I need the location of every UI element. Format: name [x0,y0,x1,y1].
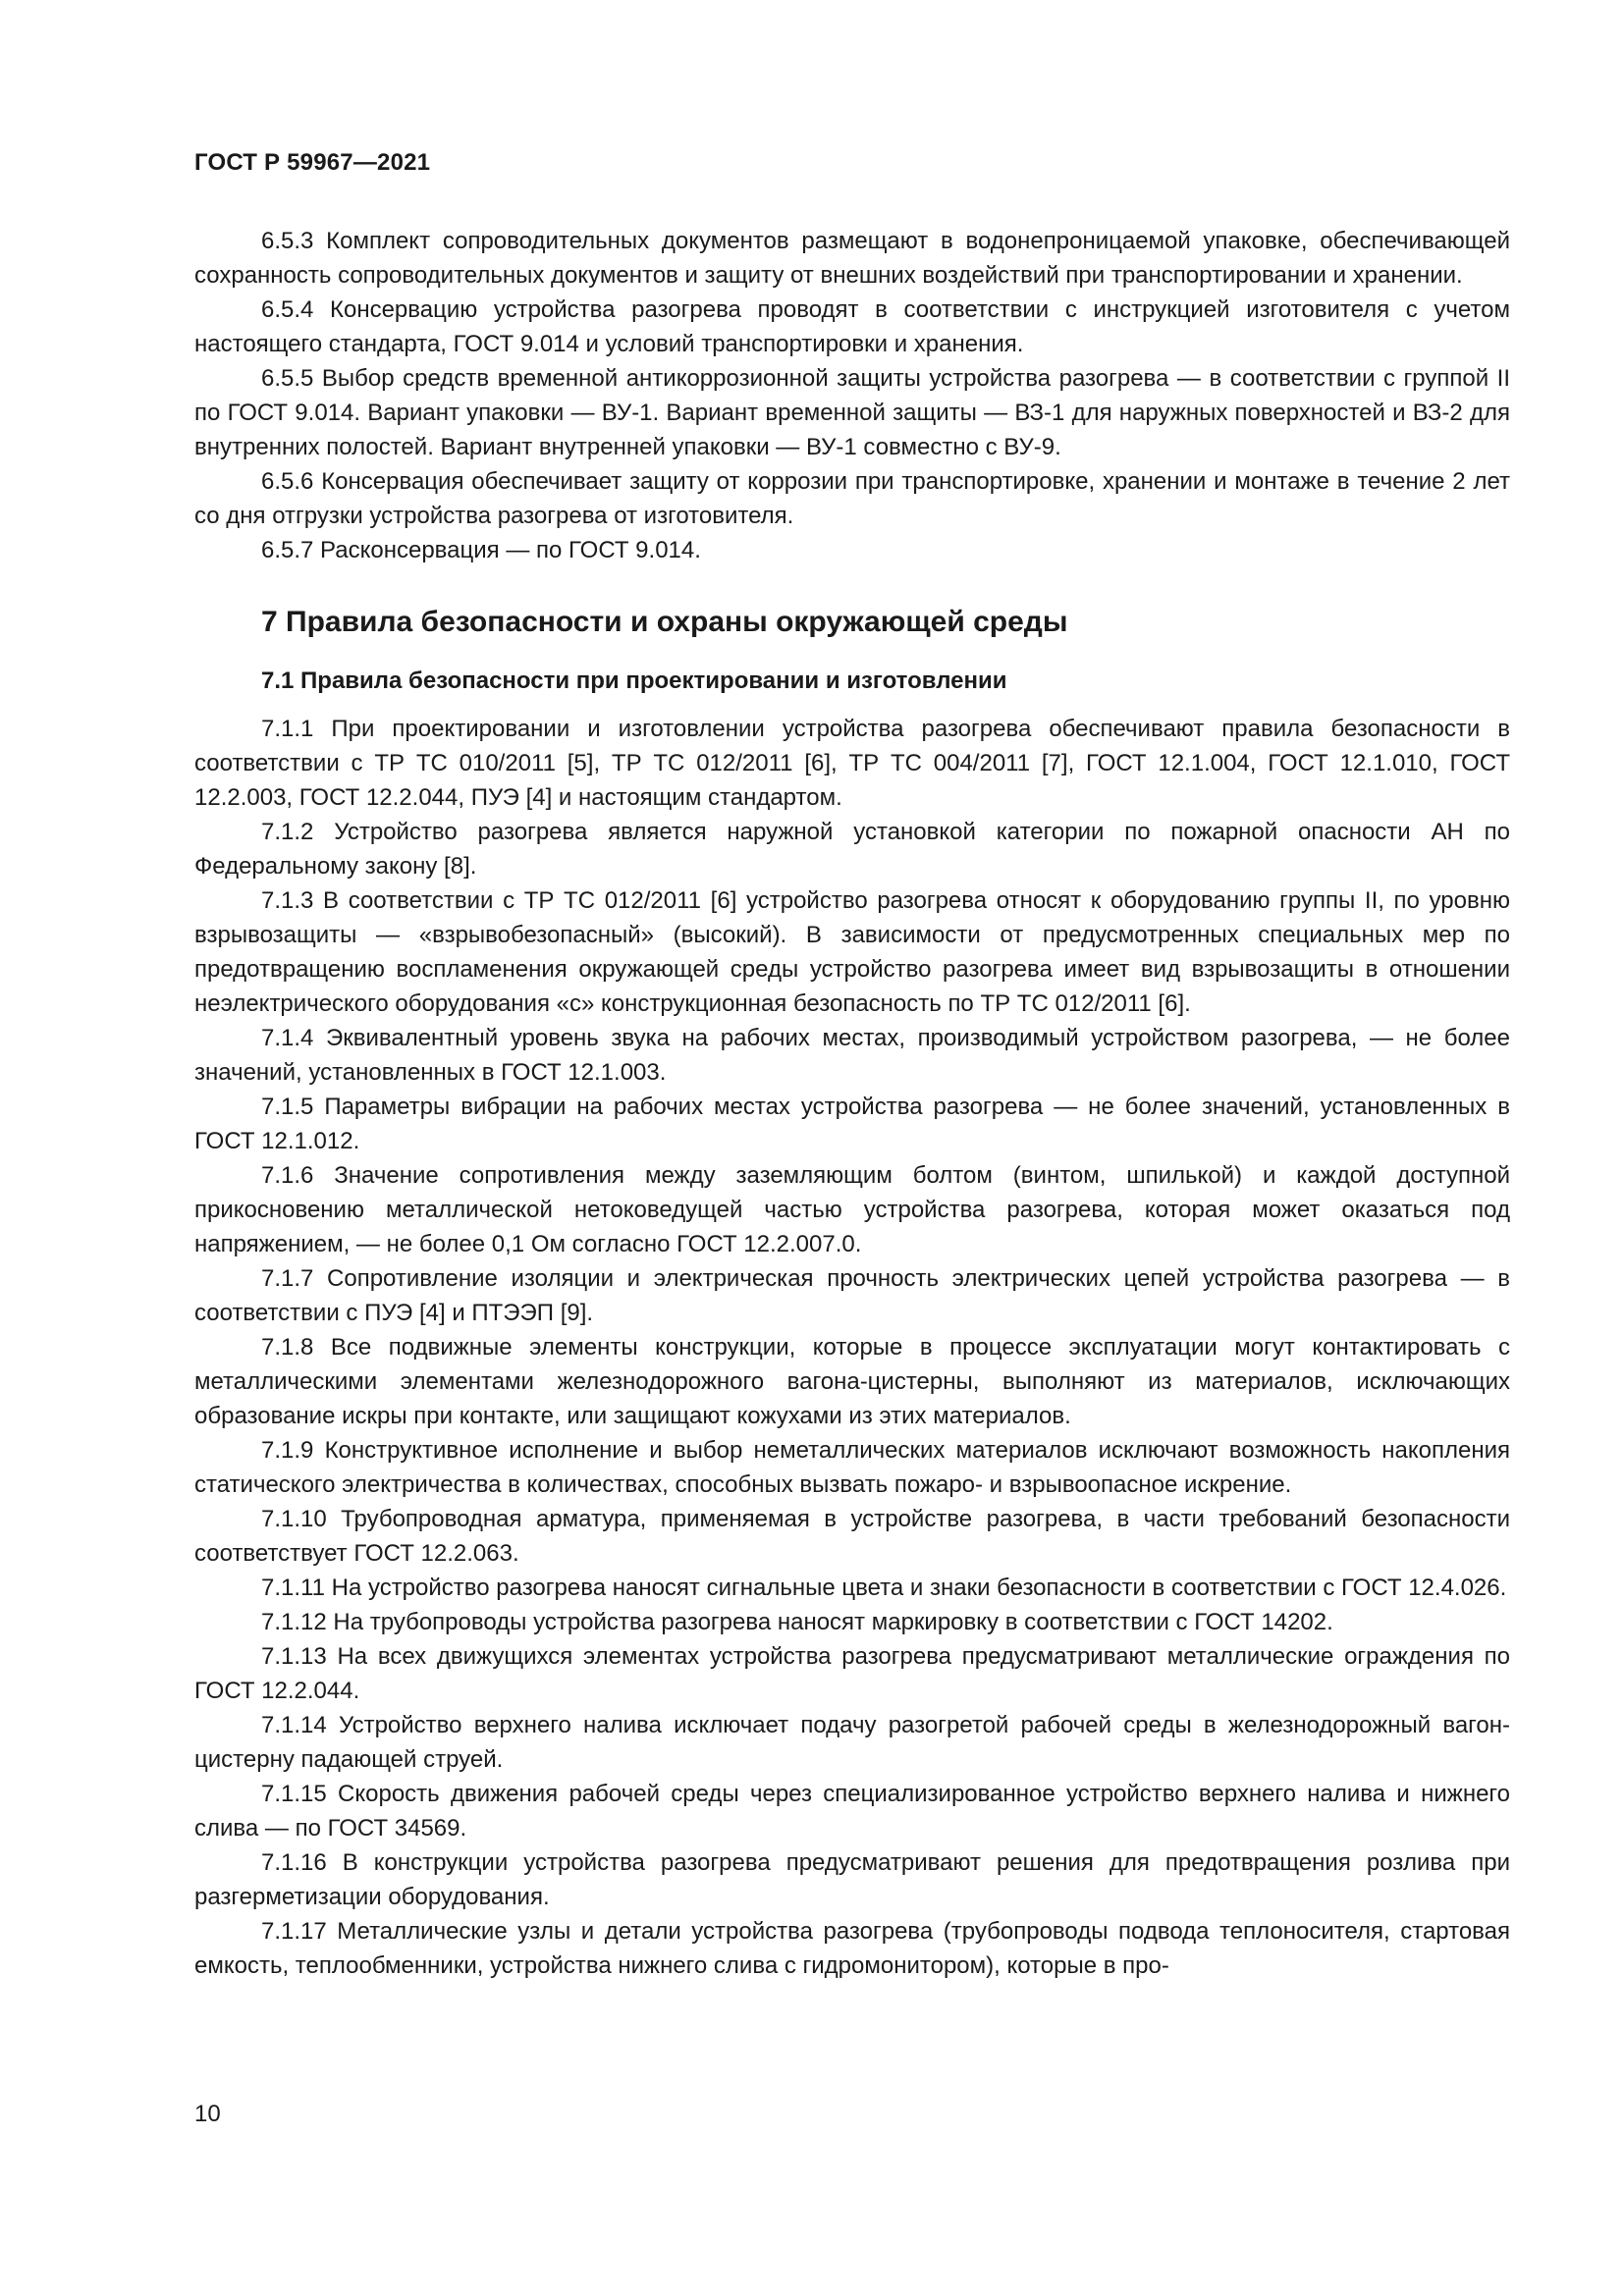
paragraph-7-1-9: 7.1.9 Конструктивное исполнение и выбор неметаллических материалов исключают возможность накопления статического электричества в количествах, способных вызвать пожаро- и взрывоопасное искрение. [194,1437,1510,1498]
paragraph-7-1-15: 7.1.15 Скорость движения рабочей среды через специализированное устройство верхнего налива и нижнего слива — по ГОСТ 34569. [194,1781,1510,1842]
page-number: 10 [194,2101,221,2127]
paragraph-7-1-2: 7.1.2 Устройство разогрева является наружной установкой категории по пожарной опасности АН по Федеральному закону [8]. [194,819,1510,880]
paragraph-7-1-7: 7.1.7 Сопротивление изоляции и электрическая прочность электрических цепей устройства разогрева — в соответствии с ПУЭ [4] и ПТЭЭП [9]. [194,1265,1510,1326]
paragraph-7-1-5: 7.1.5 Параметры вибрации на рабочих местах устройства разогрева — не более значений, установленных в ГОСТ 12.1.012. [194,1094,1510,1154]
paragraph-7-1-17: 7.1.17 Металлические узлы и детали устройства разогрева (трубопроводы подвода теплоносителя, стартовая емкость, теплообменники, устройства нижнего слива с гидромонитором), которые в про- [194,1918,1510,1979]
paragraph-6-5-3: 6.5.3 Комплект сопроводительных документов размещают в водонепроницаемой упаковке, обеспечивающей сохранность сопроводительных документов и защиту от внешних воздействий при транспортировании и хранении. [194,228,1510,289]
paragraph-7-1-6: 7.1.6 Значение сопротивления между заземляющим болтом (винтом, шпилькой) и каждой доступной прикосновению металлической нетоковедущей частью устройства разогрева, которая может оказаться под напряжением, — не более 0,1 Ом согласно ГОСТ 12.2.007.0. [194,1162,1510,1257]
paragraph-7-1-4: 7.1.4 Эквивалентный уровень звука на рабочих местах, производимый устройством разогрева, — не более значений, установленных в ГОСТ 12.1.003. [194,1025,1510,1086]
paragraph-7-1-8: 7.1.8 Все подвижные элементы конструкции, которые в процессе эксплуатации могут контактировать с металлическими элементами железнодорожного вагона-цистерны, выполняют из материалов, исключающих образование искры при контакте, или защищают кожухами из этих материалов. [194,1334,1510,1429]
paragraph-7-1-1: 7.1.1 При проектировании и изготовлении устройства разогрева обеспечивают правила безопасности в соответствии с ТР ТС 010/2011 [5], ТР ТС 012/2011 [6], ТР ТС 004/2011 [7], ГОСТ 12.1.004, ГОСТ 12.1.010, ГОСТ 12.2.003, ГОСТ 12.2.044, ПУЭ [4] и настоящим стандартом. [194,716,1510,811]
paragraph-7-1-16: 7.1.16 В конструкции устройства разогрева предусматривают решения для предотвращения розлива при разгерметизации оборудования. [194,1849,1510,1910]
paragraph-6-5-4: 6.5.4 Консервацию устройства разогрева проводят в соответствии с инструкцией изготовителя с учетом настоящего стандарта, ГОСТ 9.014 и условий транспортировки и хранения. [194,296,1510,357]
paragraph-7-1-11: 7.1.11 На устройство разогрева наносят сигнальные цвета и знаки безопасности в соответствии с ГОСТ 12.4.026. [261,1575,1507,1601]
paragraph-7-1-14: 7.1.14 Устройство верхнего налива исключает подачу разогретой рабочей среды в железнодорожный вагон-цистерну падающей струей. [194,1712,1510,1773]
paragraph-7-1-10: 7.1.10 Трубопроводная арматура, применяемая в устройстве разогрева, в части требований безопасности соответствует ГОСТ 12.2.063. [194,1506,1510,1567]
subsection-7-1-heading: 7.1 Правила безопасности при проектировании и изготовлении [261,667,1007,694]
paragraph-7-1-12: 7.1.12 На трубопроводы устройства разогрева наносят маркировку в соответствии с ГОСТ 14202. [261,1609,1333,1635]
paragraph-6-5-7: 6.5.7 Расконсервация — по ГОСТ 9.014. [261,537,701,563]
page-header-doc-id: ГОСТ Р 59967—2021 [194,149,431,176]
paragraph-6-5-5: 6.5.5 Выбор средств временной антикоррозионной защиты устройства разогрева — в соответствии с группой II по ГОСТ 9.014. Вариант упаковки — ВУ-1. Вариант временной защиты — ВЗ-1 для наружных поверхностей и ВЗ-2 для внутренних полостей. Вариант внутренней упаковки — ВУ-1 совместно с ВУ-9. [194,365,1510,460]
paragraph-6-5-6: 6.5.6 Консервация обеспечивает защиту от коррозии при транспортировке, хранении и монтаже в течение 2 лет со дня отгрузки устройства разогрева от изготовителя. [194,468,1510,529]
paragraph-7-1-3: 7.1.3 В соответствии с ТР ТС 012/2011 [6] устройство разогрева относят к оборудованию группы II, по уровню взрывозащиты — «взрывобезопасный» (высокий). В зависимости от предусмотренных специальных мер по предотвращению воспламенения окружающей среды устройство разогрева имеет вид взрывозащиты в отношении неэлектрического оборудования «с» конструкционная безопасность по ТР ТС 012/2011 [6]. [194,887,1510,1017]
paragraph-7-1-13: 7.1.13 На всех движущихся элементах устройства разогрева предусматривают металлические ограждения по ГОСТ 12.2.044. [194,1643,1510,1704]
document-body [194,224,1510,1983]
section-7-heading: 7 Правила безопасности и охраны окружающей среды [261,606,1068,638]
